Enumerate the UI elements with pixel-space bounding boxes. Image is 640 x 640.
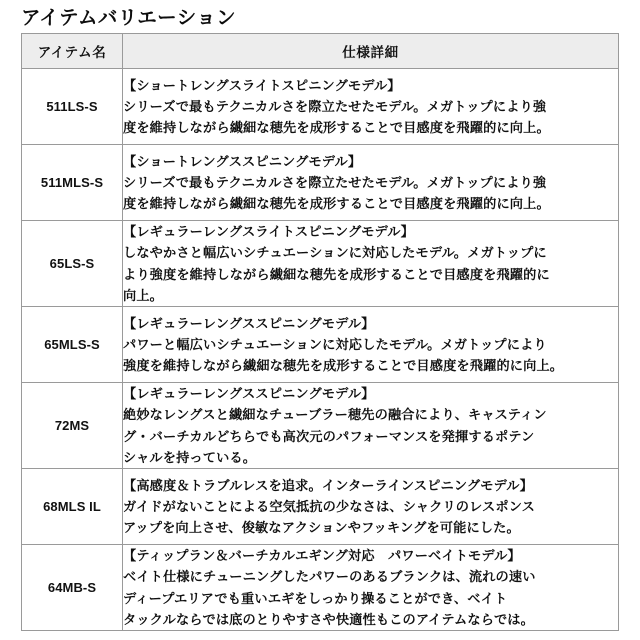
table-header [22,34,619,69]
cell-item-name: 72MS [22,383,123,469]
cell-spec-detail [123,69,619,145]
spec-detail-line: ベイト仕様にチューニングしたパワーのあるブランクは、流れの速い [123,569,536,585]
column-header-spec-detail: 仕様詳細 [123,34,619,69]
spec-detail-line: 【ショートレングススピニングモデル】 [123,153,362,169]
spec-detail-line: ガイドがないことによる空気抵抗の少なさは、シャクリのレスポンス [123,498,536,514]
table-row [22,469,619,545]
spec-detail-line: 度を維持しながら繊細な穂先を成形することで目感度を飛躍的に向上。 [123,120,550,136]
cell-item-name: 511LS-S [22,69,123,145]
spec-detail-line: 【レギュラーレングススピニングモデル】 [123,386,375,402]
spec-detail-line: シリーズで最もテクニカルさを際立たせたモデル。メガトップにより強 [123,98,547,114]
table-row [22,307,619,383]
spec-detail-line: アップを向上させ、俊敏なアクションやフッキングを可能にした。 [123,520,520,536]
spec-detail-line: タックルならでは底のとりやすさや快適性もこのアイテムならでは。 [123,611,534,627]
spec-detail-line: パワーと幅広いシチュエーションに対応したモデル。メガトップにより [123,336,547,352]
cell-item-name: 68MLS IL [22,469,123,545]
cell-item-name: 65LS-S [22,221,123,307]
cell-spec-detail [123,383,619,469]
column-header-item-name: アイテム名 [22,34,123,69]
cell-spec-detail [123,307,619,383]
table-row [22,145,619,221]
spec-detail-line: シリーズで最もテクニカルさを際立たせたモデル。メガトップにより強 [123,174,547,190]
spec-detail-line: より強度を維持しながら繊細な穂先を成形することで目感度を飛躍的に [123,266,550,282]
page-title: アイテムバリエーション [21,7,237,29]
table-row [22,69,619,145]
table-row [22,221,619,307]
cell-item-name: 65MLS-S [22,307,123,383]
table-row [22,383,619,469]
table-row [22,545,619,631]
spec-detail-line: 【ティップラン＆バーチカルエギング対応 パワーベイトモデル】 [123,548,521,564]
table-header-row [22,34,619,69]
spec-detail-line: 【レギュラーレングススピニングモデル】 [123,315,375,331]
cell-spec-detail [123,221,619,307]
spec-detail-line: 度を維持しながら繊細な穂先を成形することで目感度を飛躍的に向上。 [123,196,550,212]
spec-detail-line: グ・バーチカルどちらでも高次元のパフォーマンスを発揮するポテン [123,428,535,444]
item-variation-table [21,33,619,631]
cell-item-name: 511MLS-S [22,145,123,221]
cell-spec-detail [123,545,619,631]
spec-detail-line: 【高感度＆トラブルレスを追求。インターラインスピニングモデル】 [123,477,533,493]
cell-item-name: 64MB-S [22,545,123,631]
spec-detail-line: シャルを持っている。 [123,449,257,465]
cell-spec-detail [123,469,619,545]
spec-detail-line: ディープエリアでも重いエギをしっかり操ることができ、ベイト [123,590,508,606]
cell-spec-detail [123,145,619,221]
spec-detail-line: 強度を維持しながら繊細な穂先を成形することで目感度を飛躍的に向上。 [123,358,564,374]
spec-detail-line: しなやかさと幅広いシチュエーションに対応したモデル。メガトップに [123,245,547,261]
spec-detail-line: 【ショートレングスライトスピニングモデル】 [123,77,401,93]
spec-detail-line: 【レギュラーレングスライトスピニングモデル】 [123,224,414,240]
spec-detail-line: 向上。 [123,287,164,303]
table-body [22,69,619,631]
spec-detail-line: 絶妙なレングスと繊細なチューブラー穂先の融合により、キャスティン [123,407,547,423]
